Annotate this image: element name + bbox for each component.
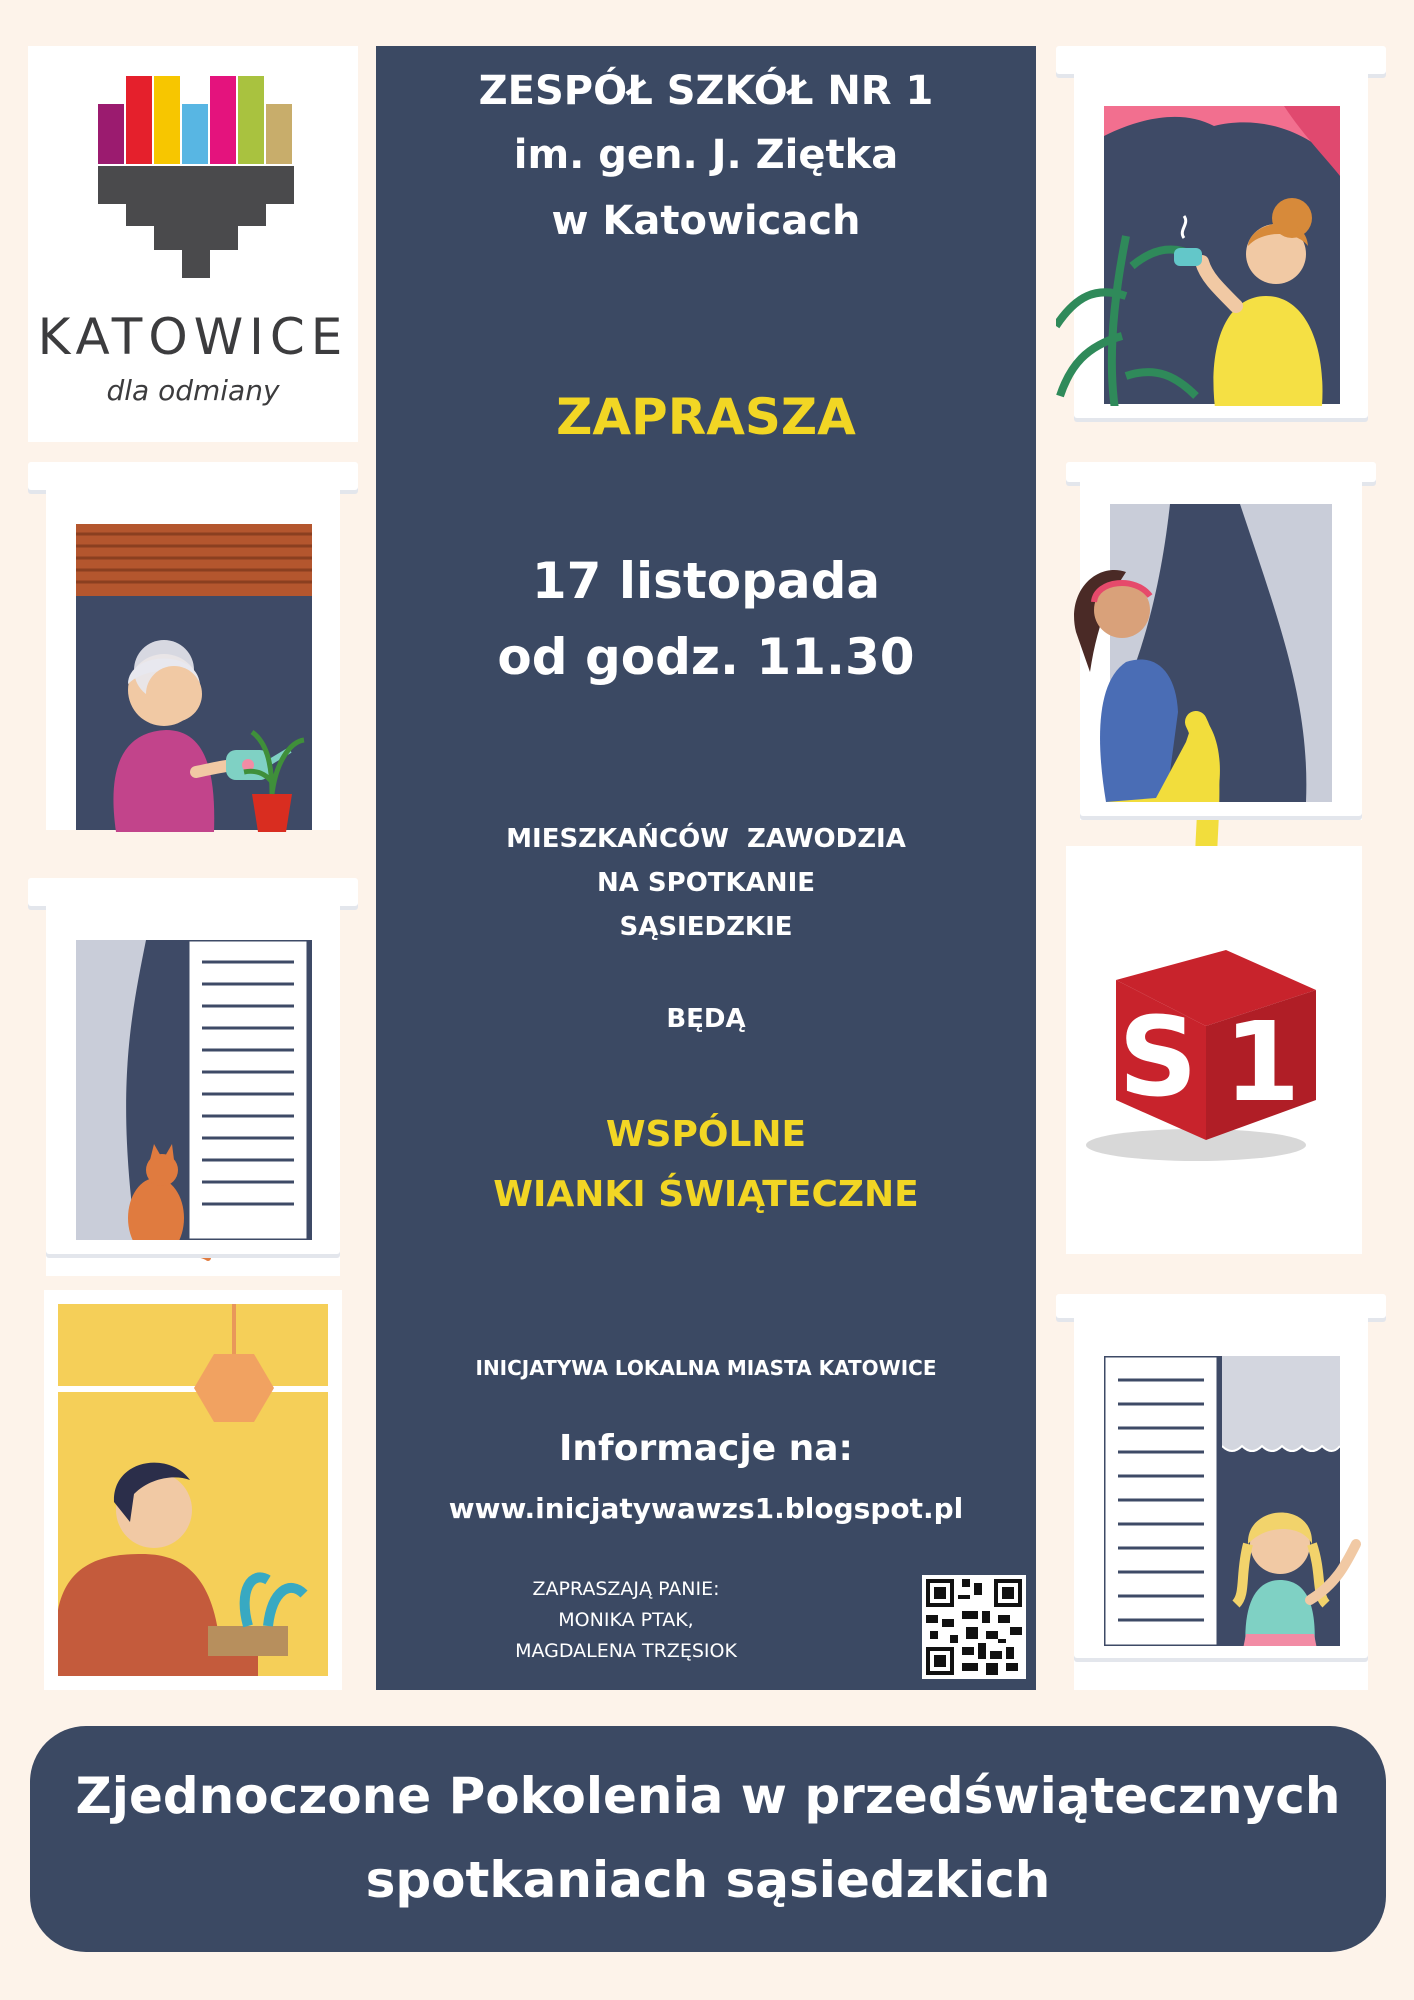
organizers-line3: MAGDALENA TRZĘSIOK [515, 1640, 737, 1662]
school-name-line2: im. gen. J. Ziętka [513, 132, 899, 178]
activity-line1: WSPÓLNE [605, 1114, 807, 1155]
window-cat [28, 878, 358, 1278]
school-logo-card [1066, 846, 1362, 1254]
school-name-line3: w Katowicach [551, 198, 861, 244]
qr-code[interactable] [922, 1575, 1026, 1679]
woman-drinking-tea-icon [1056, 176, 1366, 416]
man-at-window-icon [58, 1430, 328, 1676]
audience-line3: SĄSIEDZKIE [619, 912, 793, 942]
organizers-line1: ZAPRASZAJĄ PANIE: [532, 1578, 720, 1600]
girl-waving-icon [1206, 1484, 1386, 1654]
katowice-logo-tagline: dla odmiany [106, 374, 280, 407]
qr-code-icon [926, 1579, 1022, 1675]
window-man [44, 1290, 342, 1690]
school-name-line1: ZESPÓŁ SZKÓŁ NR 1 [478, 68, 934, 114]
info-url[interactable]: www.inicjatywawzs1.blogspot.pl [448, 1492, 964, 1525]
footer-banner [30, 1726, 1386, 1952]
organizers [466, 1574, 786, 1667]
grandmother-watering-plant-icon [76, 622, 312, 832]
invite-heading: ZAPRASZA [556, 388, 856, 446]
pink-curtain-icon [1104, 106, 1340, 176]
shutter-right-icon [1104, 1356, 1222, 1646]
lace-curtain-icon [1222, 1356, 1340, 1456]
audience-line1: MIESZKAŃCÓW ZAWODZIA [506, 824, 906, 854]
katowice-logo-card [28, 46, 358, 442]
katowice-logo-word: KATOWICE [37, 308, 349, 366]
initiative-label: INICJATYWA LOKALNA MIASTA KATOWICE [475, 1356, 937, 1380]
blinds-icon [76, 524, 312, 596]
window-grandmother [28, 462, 358, 862]
window-girl-waving [1056, 1294, 1386, 1690]
organizers-line2: MONIKA PTAK, [558, 1609, 694, 1631]
svg-text:1: 1 [1223, 998, 1301, 1126]
will-be-label: BĘDĄ [666, 1004, 746, 1034]
woman-sitting-icon [1066, 562, 1266, 862]
event-time: od godz. 11.30 [497, 628, 915, 686]
footer-line2: spotkaniach sąsiedzkich [365, 1851, 1051, 1909]
event-date: 17 listopada [531, 552, 881, 610]
invitation-panel [376, 46, 1036, 1690]
activity-line2: WIANKI ŚWIĄTECZNE [493, 1174, 919, 1215]
footer-line1: Zjednoczone Pokolenia w przedświątecznych [75, 1767, 1341, 1825]
lamp-icon [174, 1304, 314, 1444]
s1-cube-logo-icon [1076, 930, 1356, 1170]
audience-line2: NA SPOTKANIE [596, 868, 816, 898]
katowice-logo-icon [96, 74, 296, 284]
svg-text:S: S [1118, 993, 1198, 1121]
info-label: Informacje na: [559, 1428, 853, 1469]
window-woman-cup [1056, 46, 1386, 446]
window-woman-sitting [1066, 462, 1376, 862]
